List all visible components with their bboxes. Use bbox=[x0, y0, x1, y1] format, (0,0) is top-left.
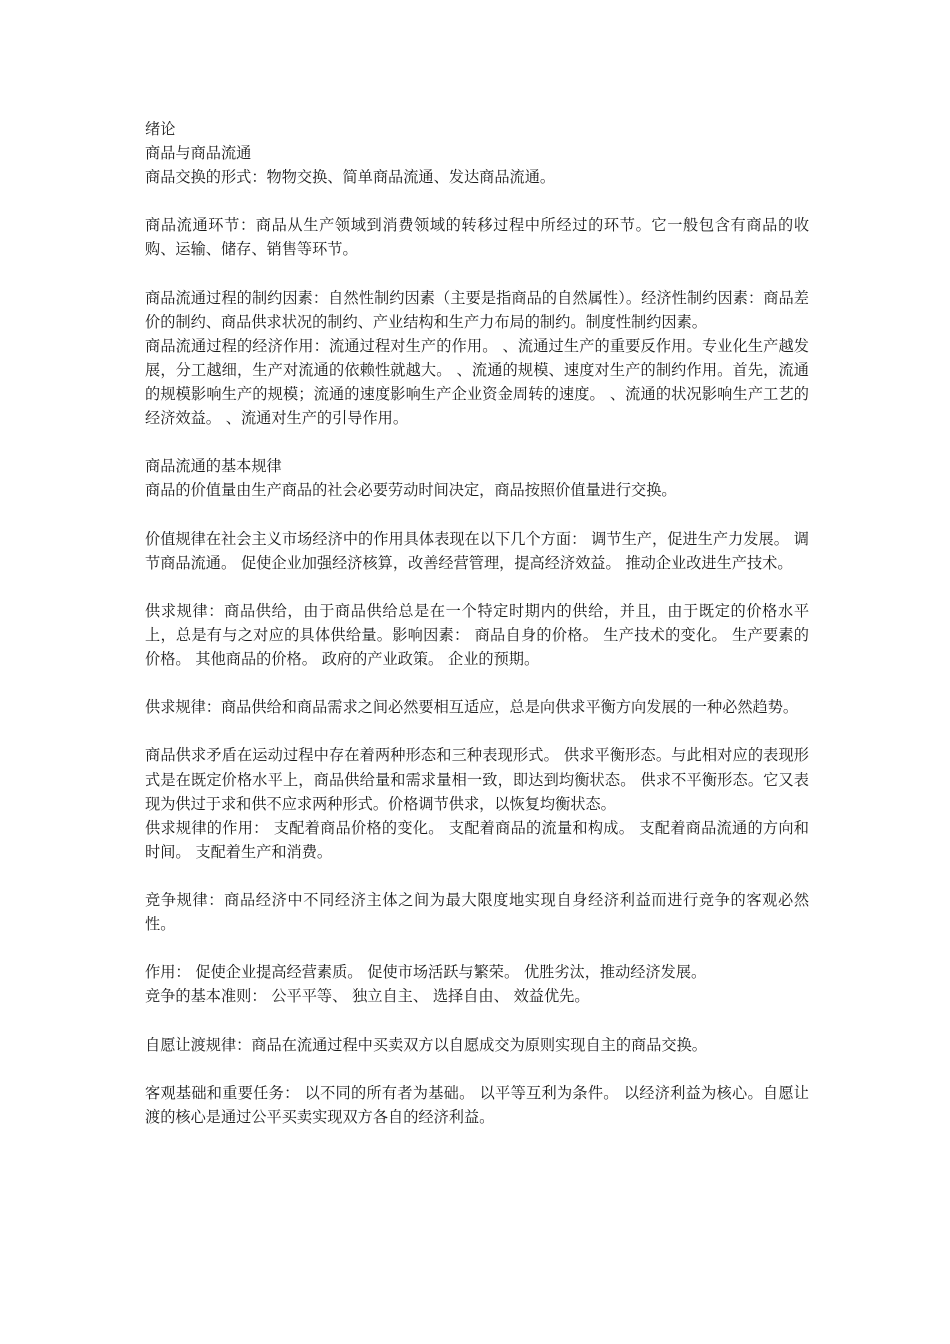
section-heading-commodity: 商品与商品流通 bbox=[145, 144, 252, 163]
document-title: 绪论 bbox=[145, 120, 176, 138]
paragraph-exchange-forms: 商品交换的形式：物物交换、简单商品流通、发达商品流通。 bbox=[145, 168, 556, 187]
paragraph-contradiction: 商品供求矛盾在运动过程中存在着两种形态和三种表现形式。 供求平衡形态。与此相对应的表现形式是在既定价格水平上，商品供给量和需求量相一致，即达到均衡状态。 供求不平衡形态。它又表现为供过于求和供不应求两种形式。价格调节供求，以恢复均衡状态。 bbox=[145, 746, 809, 813]
paragraph-competition-law: 竞争规律：商品经济中不同经济主体之间为最大限度地实现自身经济利益而进行竞争的客观必然性。 bbox=[145, 891, 809, 934]
paragraph-voluntary-law: 自愿让渡规律：商品在流通过程中买卖双方以自愿成交为原则实现自主的商品交换。 bbox=[145, 1035, 707, 1054]
paragraph-basis: 客观基础和重要任务： 以不同的所有者为基础。 以平等互利为条件。 以经济利益为核心。自愿让渡的核心是通过公平买卖实现双方各自的经济利益。 bbox=[145, 1083, 809, 1126]
document-body bbox=[145, 117, 809, 1129]
paragraph-competition-rules: 竞争的基本准则： 公平平等、 独立自主、 选择自由、 效益优先。 bbox=[145, 987, 590, 1006]
paragraph-competition-role: 作用： 促使企业提高经营素质。 促使市场活跃与繁荣。 优胜劣汰，推动经济发展。 bbox=[145, 963, 707, 982]
section-heading-laws: 商品流通的基本规律 bbox=[145, 457, 282, 476]
paragraph-supply-law-1: 供求规律：商品供给，由于商品供给总是在一个特定时期内的供给，并且，由于既定的价格水平上，总是有与之对应的具体供给量。影响因素： 商品自身的价格。 生产技术的变化。 生产要素的价格。 其他商品的价格。 政府的产业政策。 企业的预期。 bbox=[145, 601, 809, 669]
paragraph-value: 商品的价值量由生产商品的社会必要劳动时间决定，商品按照价值量进行交换。 bbox=[145, 481, 677, 500]
paragraph-supply-law-2: 供求规律：商品供给和商品需求之间必然要相互适应，总是向供求平衡方向发展的一种必然趋势。 bbox=[145, 698, 799, 717]
paragraph-value-law: 价值规律在社会主义市场经济中的作用具体表现在以下几个方面： 调节生产，促进生产力发展。 调节商品流通。 促使企业加强经济核算，改善经营管理，提高经济效益。 推动企业改进生产技术。 bbox=[145, 529, 809, 572]
paragraph-constraints: 商品流通过程的制约因素：自然性制约因素（主要是指商品的自然属性）。经济性制约因素：商品差价的制约、商品供求状况的制约、产业结构和生产力布局的制约。制度性制约因素。 bbox=[145, 288, 809, 331]
paragraph-economic-role: 商品流通过程的经济作用：流通过程对生产的作用。 、流通过生产的重要反作用。专业化生产越发展，分工越细，生产对流通的依赖性就越大。 、流通的规模、速度对生产的制约作用。首先，流通的规模影响生产的规模；流通的速度影响生产企业资金周转的速度。 、流通的状况影响生产工艺的经济效益。 、流通对生产的引导作用。 bbox=[145, 336, 809, 428]
paragraph-circulation-links: 商品流通环节：商品从生产领域到消费领域的转移过程中所经过的环节。它一般包含有商品的收购、运输、储存、销售等环节。 bbox=[145, 216, 809, 259]
paragraph-supply-role: 供求规律的作用： 支配着商品价格的变化。 支配着商品的流量和构成。 支配着商品流通的方向和时间。 支配着生产和消费。 bbox=[145, 818, 809, 861]
